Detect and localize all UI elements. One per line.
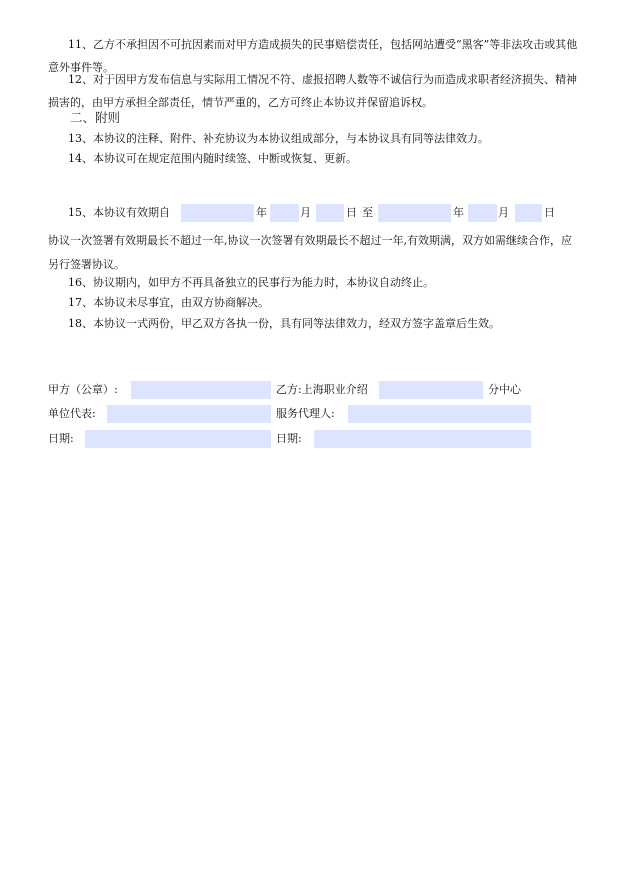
start-day-field[interactable] — [316, 204, 344, 222]
party-a-date-field[interactable] — [85, 430, 271, 448]
date-b-label: 日期: — [276, 432, 302, 445]
clause-18: 18、本协议一式两份，甲乙双方各执一份，具有同等法律效力，经双方签字盖章后生效。 — [68, 317, 500, 330]
clause-16: 16、协议期内，如甲方不再具备独立的民事行为能力时，本协议自动终止。 — [68, 276, 434, 289]
start-month-label: 月 — [300, 206, 311, 219]
start-year-field[interactable] — [181, 204, 254, 222]
clause-11: 11、乙方不承担因不可抗因素而对甲方造成损失的民事赔偿责任，包括网站遭受“黑客”等非法攻击或其他意外事件等。 — [48, 38, 578, 74]
clause-15-continuation: 协议一次签署有效期最长不超过一年,协议一次签署有效期最长不超过一年,有效期满，双方如需继续合作，应另行签署协议。 — [48, 234, 572, 271]
party-b-branch-field[interactable] — [379, 381, 483, 399]
start-day-label: 日 — [346, 206, 357, 219]
end-month-label: 月 — [498, 206, 509, 219]
clause-14: 14、本协议可在规定范围内随时续签、中断或恢复、更新。 — [68, 152, 357, 165]
signature-row-dates — [48, 430, 608, 448]
end-year-label: 年 — [453, 206, 464, 219]
party-a-seal-field[interactable] — [131, 381, 271, 399]
start-month-field[interactable] — [270, 204, 299, 222]
party-b-label: 乙方:上海职业介绍 — [276, 383, 368, 396]
party-b-suffix: 分中心 — [488, 383, 521, 396]
signature-row-parties — [48, 381, 608, 399]
end-year-field[interactable] — [378, 204, 451, 222]
party-a-label: 甲方（公章）: — [48, 383, 118, 396]
party-b-date-field[interactable] — [314, 430, 531, 448]
signature-row-representatives — [48, 405, 608, 423]
start-year-label: 年 — [256, 206, 267, 219]
agent-label: 服务代理人: — [276, 407, 335, 420]
to-label: 至 — [362, 206, 373, 219]
clause-13: 13、本协议的注释、附件、补充协议为本协议组成部分，与本协议具有同等法律效力。 — [68, 132, 489, 145]
clause-17: 17、本协议未尽事宜，由双方协商解决。 — [68, 296, 269, 309]
clause-12: 12、对于因甲方发布信息与实际用工情况不符、虚报招聘人数等不诚信行为而造成求职者经济损失、精神损害的，由甲方承担全部责任，情节严重的，乙方可终止本协议并保留追诉权。 — [48, 73, 577, 109]
unit-representative-field[interactable] — [107, 405, 271, 423]
clause-15-prefix: 15、本协议有效期自 — [68, 206, 170, 219]
end-day-label: 日 — [544, 206, 555, 219]
end-day-field[interactable] — [515, 204, 542, 222]
validity-row — [48, 204, 608, 222]
date-a-label: 日期: — [48, 432, 74, 445]
service-agent-field[interactable] — [348, 405, 531, 423]
rep-label: 单位代表: — [48, 407, 96, 420]
section-heading-appendix: 二、附则 — [70, 110, 121, 125]
end-month-field[interactable] — [468, 204, 497, 222]
